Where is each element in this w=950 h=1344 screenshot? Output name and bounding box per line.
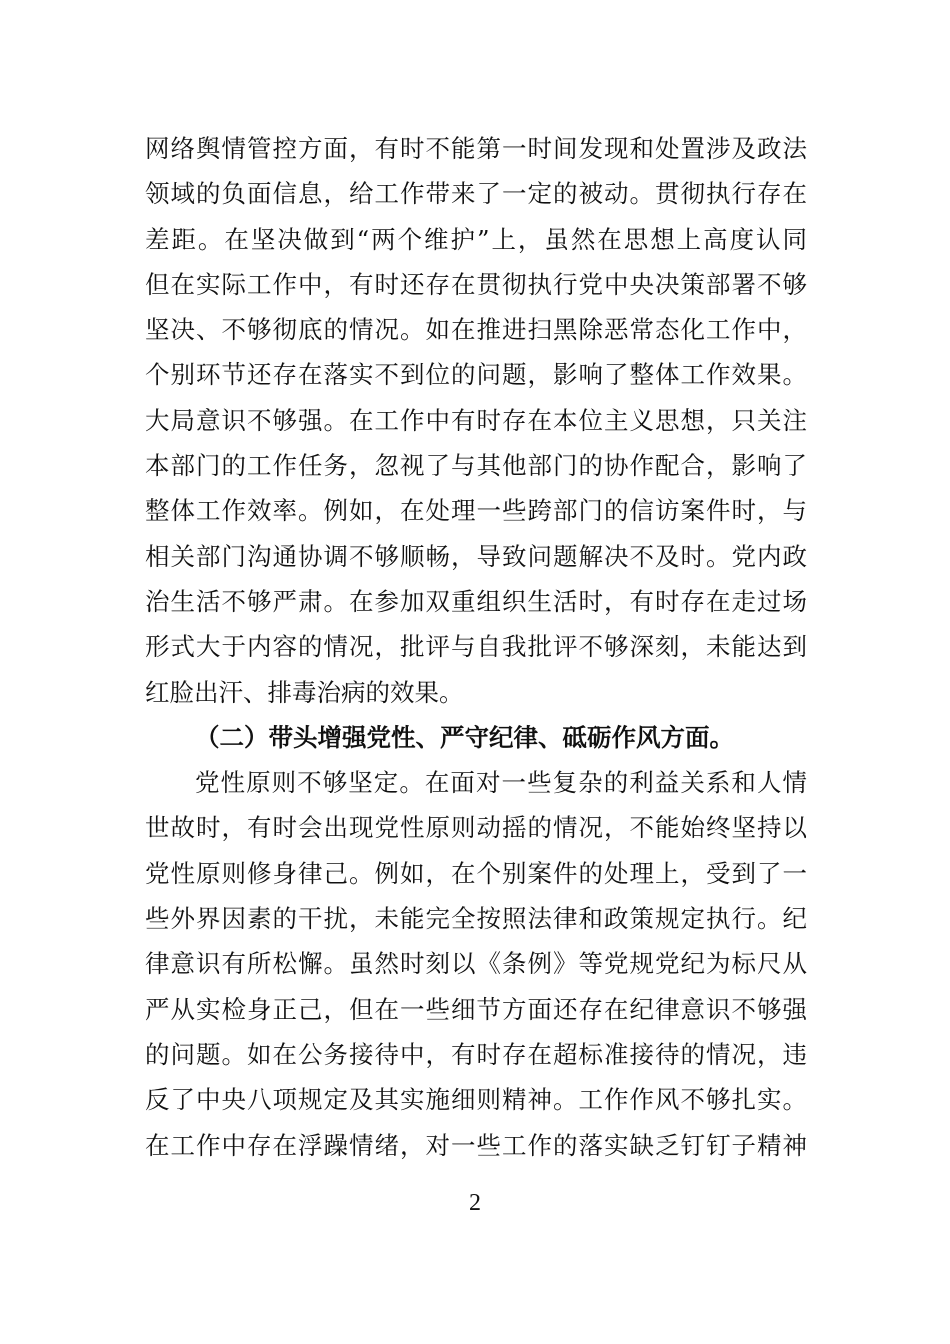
text-line: 些外界因素的干扰，未能完全按照法律和政策规定执行。纪 (145, 904, 807, 934)
text-line: 红脸出汗、排毒治病的效果。 (145, 677, 464, 707)
text-line: 大局意识不够强。在工作中有时存在本位主义思想，只关注 (145, 405, 807, 435)
text-line: 本部门的工作任务，忽视了与其他部门的协作配合，影响了 (145, 451, 807, 481)
text-line: 但在实际工作中，有时还存在贯彻执行党中央决策部署不够 (145, 269, 807, 299)
section-heading: （二）带头增强党性、严守纪律、砥砺作风方面。 (195, 722, 734, 752)
text-line: 网络舆情管控方面，有时不能第一时间发现和处置涉及政法 (145, 134, 807, 163)
text-line: 坚决、不够彻底的情况。如在推进扫黑除恶常态化工作中， (145, 315, 807, 345)
text-line: 世故时，有时会出现党性原则动摇的情况，不能始终坚持以 (145, 813, 807, 843)
text-line: 形式大于内容的情况，批评与自我批评不够深刻，未能达到 (145, 632, 807, 662)
text-line: 的问题。如在公务接待中，有时存在超标准接待的情况，违 (145, 1039, 807, 1069)
text-line: 律意识有所松懈。虽然时刻以《条例》等党规党纪为标尺从 (145, 949, 807, 979)
page-number: 2 (469, 1190, 481, 1216)
text-line: 个别环节还存在落实不到位的问题，影响了整体工作效果。 (145, 360, 807, 390)
text-line: 领域的负面信息，给工作带来了一定的被动。贯彻执行存在 (145, 179, 807, 209)
text-line: 反了中央八项规定及其实施细则精神。工作作风不够扎实。 (145, 1085, 807, 1115)
text-line: 严从实检身正己，但在一些细节方面还存在纪律意识不够强 (145, 994, 807, 1024)
text-line: 差距。在坚决做到“两个维护”上，虽然在思想上高度认同 (145, 224, 807, 254)
text-line: 整体工作效率。例如，在处理一些跨部门的信访案件时，与 (145, 496, 807, 526)
text-line: 治生活不够严肃。在参加双重组织生活时，有时存在走过场 (145, 586, 807, 616)
text-line: 党性原则修身律己。例如，在个别案件的处理上，受到了一 (145, 858, 807, 888)
text-line: 党性原则不够坚定。在面对一些复杂的利益关系和人情 (195, 768, 807, 798)
body-text (145, 126, 807, 1168)
text-line: 在工作中存在浮躁情绪，对一些工作的落实缺乏钉钉子精神 (145, 1130, 807, 1160)
text-line: 相关部门沟通协调不够顺畅，导致问题解决不及时。党内政 (145, 541, 807, 571)
